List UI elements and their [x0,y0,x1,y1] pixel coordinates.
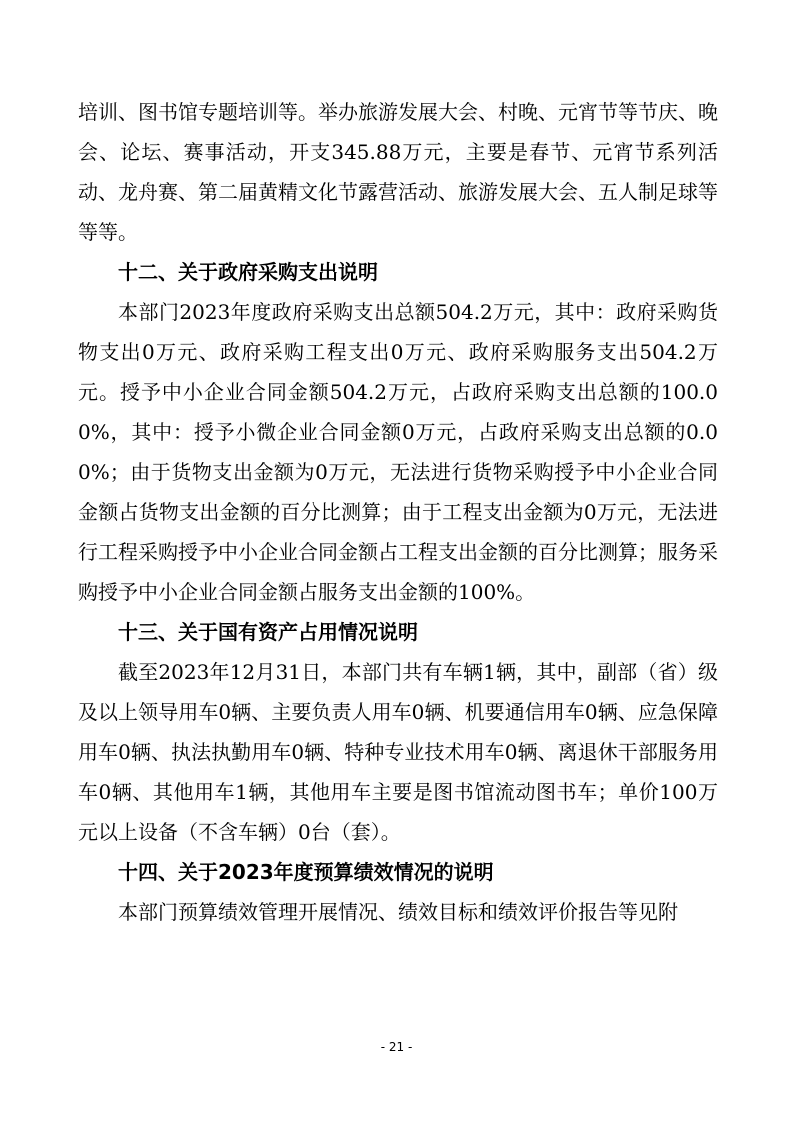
paragraph-government-procurement: 本部门2023年度政府采购支出总额504.2万元，其中：政府采购货物支出0万元、政府采购工程支出0万元、政府采购服务支出504.2万元。授予中小企业合同金额504.2万元，占政府采购支出总额的100.00%，其中：授予小微企业合同金额0万元，占政府采购支出总额的0.00%；由于货物支出金额为0万元，无法进行货物采购授予中小企业合同金额占货物支出金额的百分比测算；由于工程支出金额为0万元，无法进行工程采购授予中小企业合同金额占工程支出金额的百分比测算；服务采购授予中小企业合同金额占服务支出金额的100%。 [78,300,718,604]
document-body [78,92,718,932]
heading-government-procurement: 十二、关于政府采购支出说明 [118,260,378,284]
paragraph-state-assets: 截至2023年12月31日，本部门共有车辆1辆，其中，副部（省）级及以上领导用车0辆、主要负责人用车0辆、机要通信用车0辆、应急保障用车0辆、执法执勤用车0辆、特种专业技术用车0辆、离退休干部服务用车0辆、其他用车1辆，其他用车主要是图书馆流动图书车；单价100万元以上设备（不含车辆）0台（套）。 [78,660,718,844]
page-number: - 21 - [380,1040,413,1054]
heading-state-assets: 十三、关于国有资产占用情况说明 [118,620,418,644]
paragraph-budget-performance: 本部门预算绩效管理开展情况、绩效目标和绩效评价报告等见附 [118,900,678,924]
paragraph-training-events: 培训、图书馆专题培训等。举办旅游发展大会、村晚、元宵节等节庆、晚会、论坛、赛事活动，开支345.88万元，主要是春节、元宵节系列活动、龙舟赛、第二届黄精文化节露营活动、旅游发展大会、五人制足球等等等。 [78,100,718,244]
heading-budget-performance: 十四、关于2023年度预算绩效情况的说明 [118,860,494,884]
